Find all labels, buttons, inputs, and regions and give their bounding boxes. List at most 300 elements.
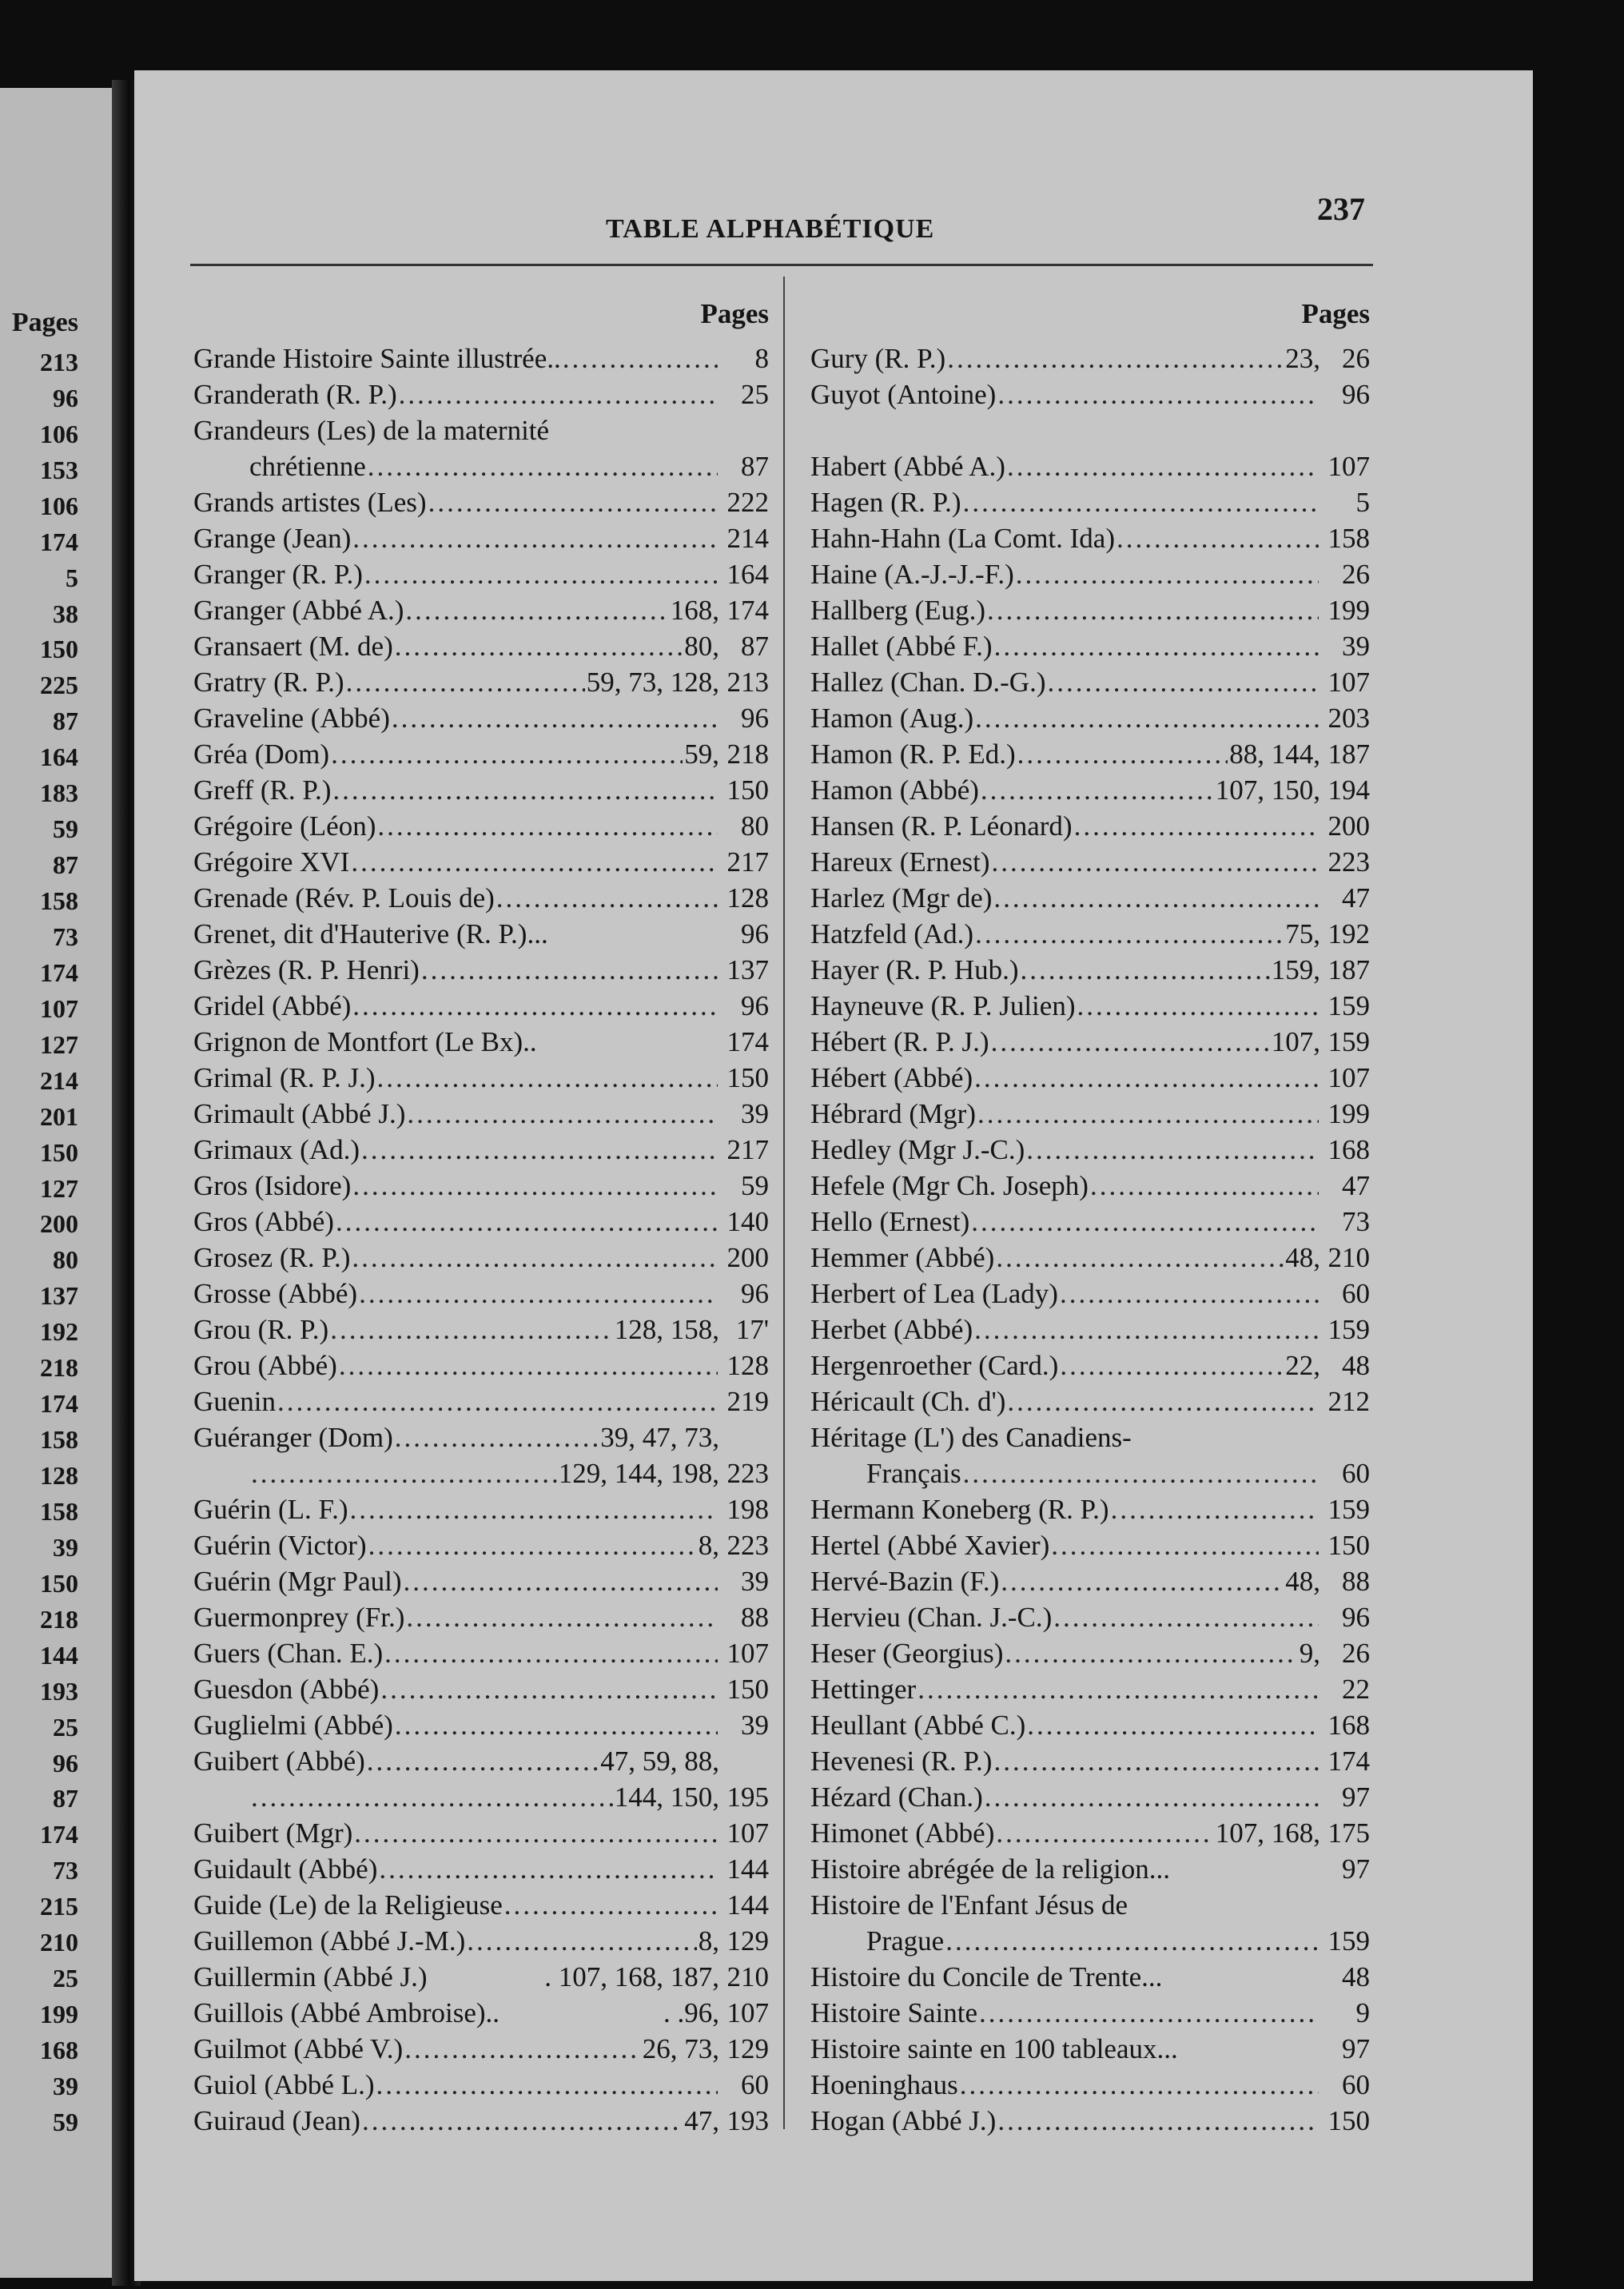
index-entry [810,988,1370,1024]
index-entry [810,1312,1370,1348]
previous-page-number: 96 [53,383,78,412]
index-entry [193,952,769,988]
entry-name: Hedley (Mgr J.-C.) [810,1134,1025,1165]
entry-name: chrétienne [249,451,366,482]
previous-page-number: 210 [40,1928,78,1957]
previous-page-number: 25 [53,1712,78,1742]
index-entry [193,520,769,556]
index-entry [810,1851,1370,1887]
entry-page-number: 199 [1327,595,1370,626]
index-entry [193,1959,769,1995]
entry-name: Grenade (Rév. P. Louis de) [193,882,495,914]
previous-page-number: 174 [40,1820,78,1849]
leader-dots [993,880,1319,916]
entry-page-number: 150 [726,1674,769,1705]
entry-page-number: 22 [1342,1674,1370,1705]
entry-name: Gros (Isidore) [193,1170,352,1201]
entry-name: Hayer (R. P. Hub.) [810,954,1019,985]
index-entry [193,1096,769,1132]
leader-dots [359,1276,718,1312]
previous-page-number: 137 [40,1281,78,1311]
entry-name: Hervieu (Chan. J.-C.) [810,1602,1053,1633]
entry-name: Histoire Sainte [810,1997,977,2028]
previous-page-number: 199 [40,2000,78,2029]
index-entry [810,1563,1370,1599]
index-entry [193,412,769,448]
entry-page-number: 210 [1327,1242,1370,1273]
entry-name: Guenin [193,1386,277,1417]
entry-extra-pages: 47, [684,2105,719,2136]
index-entry [810,808,1370,844]
leader-dots [979,1995,1319,2031]
entry-name: Héricault (Ch. d') [810,1386,1006,1417]
index-entry [810,2067,1370,2103]
index-entry [193,1527,769,1563]
leader-dots [993,1743,1319,1779]
index-entry [810,1671,1370,1707]
entry-name: Guidault (Abbé) [193,1853,378,1885]
entry-page-number: 26 [1342,1638,1370,1669]
leader-dots [963,484,1319,520]
entry-extra-pages: 8, [698,1925,719,1957]
leader-dots [971,1204,1319,1240]
entry-name: Harlez (Mgr de) [810,882,993,914]
index-entry [810,2031,1370,2067]
entry-page-number: 96 [741,918,769,949]
previous-page-number: 127 [40,1173,78,1203]
leader-dots [362,2103,683,2139]
index-entry [193,1276,769,1312]
entry-name: Grégoire XVI [193,846,350,878]
leader-dots [991,844,1319,880]
entry-extra-pages: 23, [1285,343,1320,374]
index-column-right [810,296,1370,2139]
entry-page-number: 97 [1342,1853,1370,1885]
leader-dots [428,484,718,520]
index-entry [810,1635,1370,1671]
index-entry [810,736,1370,772]
index-entry [193,592,769,628]
entry-name: Gréa (Dom) [193,738,330,770]
entry-name: Hayneuve (R. P. Julien) [810,990,1076,1021]
index-entry [810,1527,1370,1563]
entry-name: Hervé-Bazin (F.) [810,1566,1000,1597]
previous-page-number: 200 [40,1209,78,1239]
previous-page-number: 214 [40,1065,78,1095]
index-entry [810,592,1370,628]
index-entry [193,1240,769,1276]
index-entry [193,916,769,952]
entry-name: Habert (Abbé A.) [810,451,1005,482]
entry-name: Grande Histoire Sainte illustrée.. [193,343,561,374]
entry-page-number: 159 [1327,990,1370,1021]
entry-extra-pages: 48, [1285,1566,1320,1597]
entry-name: Hébrard (Mgr) [810,1098,976,1129]
entry-name: Heser (Georgius) [810,1638,1004,1669]
index-entry [193,1707,769,1743]
previous-page-number: 73 [53,1856,78,1885]
index-entry [193,664,769,700]
entry-name: Guillermin (Abbé J.) [193,1961,428,1992]
leader-dots [277,1383,718,1419]
index-entry [193,1851,769,1887]
entry-name: Hagen (R. P.) [810,487,961,518]
entry-name: Grosez (R. P.) [193,1242,351,1273]
entry-page-number: 192 [1327,918,1370,949]
entry-name: Histoire abrégée de la religion... [810,1853,1170,1885]
entry-name: Hézard (Chan.) [810,1781,983,1813]
index-entry [193,1923,769,1959]
leader-dots [395,628,683,664]
entry-name: Grenet, dit d'Hauterive (R. P.)... [193,918,548,949]
entry-extra-pages: 168, [670,595,719,626]
entry-page-number: 60 [741,2069,769,2100]
entry-name: Hamon (R. P. Ed.) [810,738,1016,770]
entry-extra-pages: 107, 168, [1215,1817,1320,1849]
previous-page-number: 150 [40,1137,78,1167]
entry-page-number: 39 [741,1566,769,1597]
previous-page-number: 73 [53,922,78,951]
previous-page-number: 59 [53,814,78,844]
entry-name: Hébert (Abbé) [810,1062,973,1093]
entry-name: Guilmot (Abbé V.) [193,2033,404,2064]
entry-name: Grands artistes (Les) [193,487,427,518]
entry-page-number: 39 [741,1098,769,1129]
leader-dots [975,700,1319,736]
previous-page-number: 144 [40,1640,78,1670]
entry-name: Heullant (Abbé C.) [810,1710,1026,1741]
index-entry [810,1815,1370,1851]
entry-name: Grosse (Abbé) [193,1278,358,1309]
previous-page-number: 106 [40,419,78,448]
leader-dots [1007,1383,1319,1419]
entry-page-number: 175 [1327,1817,1370,1849]
leader-dots [1005,1635,1297,1671]
previous-page-number: 107 [40,993,78,1023]
index-entry [810,1959,1370,1995]
entry-page-number: 168 [1327,1134,1370,1165]
entry-extra-pages: 107, 150, [1215,774,1320,806]
index-entry [810,1348,1370,1383]
leader-dots [1077,988,1319,1024]
leader-dots [960,2067,1319,2103]
leader-dots [368,448,718,484]
index-entry [193,1383,769,1419]
entry-page-number: 88 [741,1602,769,1633]
entry-page-number: 144 [726,1889,769,1921]
entry-page-number: 107 [726,1638,769,1669]
entry-page-number: 159 [1327,1494,1370,1525]
entry-extra-pages: 47, 59, 88, [600,1746,719,1777]
entry-name: Greff (R. P.) [193,774,332,806]
entry-page-number: 87 [741,451,769,482]
index-entry [193,772,769,808]
entry-name: Granger (Abbé A.) [193,595,404,626]
leader-dots [985,1779,1319,1815]
leader-dots [251,1779,613,1815]
entry-name: Grange (Jean) [193,523,352,554]
column-divider [783,277,785,2129]
entry-page-number: 60 [1342,1458,1370,1489]
index-entry [193,1995,769,2031]
previous-page-number: 225 [40,671,78,700]
leader-dots [379,1851,718,1887]
entry-name: Grignon de Montfort (Le Bx).. [193,1026,537,1057]
index-entry [810,1132,1370,1168]
leader-dots [974,1312,1319,1348]
previous-page-number: 87 [53,707,78,736]
previous-page-number: 96 [53,1748,78,1777]
leader-dots [991,1024,1270,1060]
index-entry [193,1599,769,1635]
leader-dots [975,916,1284,952]
leader-dots [1027,1707,1319,1743]
index-entry [193,1779,769,1815]
index-column-left [193,296,769,2139]
index-entry [193,1455,769,1491]
entry-extra-pages: . 107, 168, 187, [544,1961,719,1992]
entry-name: Héritage (L') des Canadiens- [810,1422,1132,1453]
previous-page-number: 183 [40,778,78,808]
leader-dots [977,1096,1319,1132]
entry-name: Guers (Chan. E.) [193,1638,384,1669]
index-entry [193,1204,769,1240]
index-entry [193,1671,769,1707]
leader-dots [1026,1132,1319,1168]
entry-name: Guiraud (Jean) [193,2105,360,2136]
index-entry [810,664,1370,700]
entry-page-number: 80 [741,810,769,842]
entry-extra-pages: . .96, [663,1997,719,2028]
index-entry [193,2067,769,2103]
entry-name: Hatzfeld (Ad.) [810,918,974,949]
entry-name: Hareux (Ernest) [810,846,990,878]
leader-dots [997,2103,1319,2139]
entry-page-number: 97 [1342,1781,1370,1813]
previous-page-number: 193 [40,1676,78,1706]
leader-dots [1017,736,1228,772]
entry-name: Hoeninghaus [810,2069,958,2100]
index-entry [193,1635,769,1671]
index-entry [810,916,1370,952]
index-entry [193,808,769,844]
entry-page-number: 9 [1355,1997,1370,2028]
index-entry [193,736,769,772]
leader-dots [367,1743,599,1779]
entry-name: Grimaux (Ad.) [193,1134,360,1165]
entry-name: Herbert of Lea (Lady) [810,1278,1058,1309]
entry-page-number: 96 [1342,1602,1370,1633]
entry-page-number: 137 [726,954,769,985]
entry-page-number: 128 [726,1350,769,1381]
index-entry [810,1779,1370,1815]
previous-page-number: 39 [53,1532,78,1562]
entry-page-number: 168 [1327,1710,1370,1741]
leader-dots [354,1815,718,1851]
entry-page-number: 195 [726,1781,769,1813]
entry-name: Guibert (Abbé) [193,1746,365,1777]
entry-name: Granger (R. P.) [193,559,363,590]
leader-dots [963,1455,1319,1491]
entry-name: Gratry (R. P.) [193,667,344,698]
entry-name: Guiol (Abbé L.) [193,2069,375,2100]
entry-name: Hogan (Abbé J.) [810,2105,997,2136]
entry-page-number: 174 [726,1026,769,1057]
leader-dots [331,736,683,772]
index-entry [810,1276,1370,1312]
leader-dots [376,2067,718,2103]
index-entry [810,1599,1370,1635]
leader-dots [996,1815,1213,1851]
previous-page-number: 128 [40,1461,78,1490]
index-entry [810,448,1370,484]
entry-name: Prague [866,1925,945,1957]
entry-page-number: 96 [741,1278,769,1309]
leader-dots [563,340,718,376]
entry-name: Guesdon (Abbé) [193,1674,380,1705]
entry-name: Hello (Ernest) [810,1206,970,1237]
entry-name: Guillois (Abbé Ambroise).. [193,1997,500,2028]
entry-page-number: 73 [1342,1206,1370,1237]
entry-extra-pages: 22, [1285,1350,1320,1381]
previous-page-number: 218 [40,1353,78,1383]
leader-dots [1016,556,1319,592]
leader-dots [1051,1527,1319,1563]
leader-dots [352,988,718,1024]
index-entry [193,1815,769,1851]
entry-extra-pages: 8, [698,1530,719,1561]
entry-name: Guglielmi (Abbé) [193,1710,393,1741]
entry-page-number: 198 [726,1494,769,1525]
index-entry [810,556,1370,592]
index-entry [810,1096,1370,1132]
leader-dots [1060,1348,1284,1383]
leader-dots [974,1060,1319,1096]
leader-dots [395,1419,599,1455]
entry-page-number: 194 [1327,774,1370,806]
previous-page-number: 39 [53,2071,78,2100]
index-entry [193,484,769,520]
previous-page-number: 158 [40,886,78,915]
leader-dots [981,772,1214,808]
entry-name: Hébert (R. P. J.) [810,1026,989,1057]
index-entry [193,2103,769,2139]
index-entry [193,1024,769,1060]
entry-page-number: 150 [1327,2105,1370,2136]
leader-dots [404,1563,718,1599]
leader-dots [421,952,718,988]
entry-page-number: 150 [726,1062,769,1093]
entry-page-number: 128 [726,882,769,914]
entry-page-number: 213 [726,667,769,698]
entry-name: Gridel (Abbé) [193,990,352,1021]
entry-name: Gros (Abbé) [193,1206,334,1237]
index-entry [193,376,769,412]
leader-dots [377,808,718,844]
entry-page-number: 48 [1342,1350,1370,1381]
entry-page-number: 222 [726,487,769,518]
entry-page-number: 223 [726,1458,769,1489]
entry-page-number: 218 [726,738,769,770]
entry-page-number: 212 [1327,1386,1370,1417]
index-entry [193,628,769,664]
previous-page-number: 201 [40,1101,78,1131]
leader-dots [392,700,718,736]
previous-page-number: 106 [40,491,78,520]
entry-name: Hettinger [810,1674,917,1705]
index-entry [193,1060,769,1096]
index-entry [193,988,769,1024]
leader-dots [395,1707,718,1743]
entry-page-number: 107 [1327,667,1370,698]
entry-extra-pages: 59, 73, 128, [586,667,719,698]
entry-name: Guérin (L. F.) [193,1494,348,1525]
entry-page-number: 39 [1342,631,1370,662]
entry-name: Guérin (Victor) [193,1530,367,1561]
leader-dots [945,1923,1319,1959]
entry-page-number: 25 [741,379,769,410]
entry-name: Guibert (Mgr) [193,1817,353,1849]
entry-page-number: 59 [741,1170,769,1201]
previous-page-number: 174 [40,527,78,556]
leader-dots [467,1923,697,1959]
entry-page-number: 193 [726,2105,769,2136]
entry-page-number: 203 [1327,703,1370,734]
entry-name: Grégoire (Léon) [193,810,376,842]
entry-extra-pages: 59, [684,738,719,770]
previous-page-number: 80 [53,1245,78,1275]
entry-page-number: 223 [1327,846,1370,878]
entry-page-number: 129 [726,2033,769,2064]
previous-page-number: 158 [40,1496,78,1526]
index-entry [193,1887,769,1923]
leader-dots [351,844,718,880]
index-entry [810,520,1370,556]
leader-dots [1060,1276,1319,1312]
leader-dots [350,1491,718,1527]
entry-page-number: 174 [1327,1746,1370,1777]
index-entry [810,772,1370,808]
index-entry [810,1419,1370,1455]
entry-page-number: 60 [1342,1278,1370,1309]
entry-name: Granderath (R. P.) [193,379,397,410]
index-entry [810,1024,1370,1060]
entry-extra-pages: 9, [1299,1638,1320,1669]
entry-page-number: 107 [1327,1062,1370,1093]
previous-page-number: 153 [40,455,78,484]
entry-name: Grimault (Abbé J.) [193,1098,406,1129]
index-entry [810,1204,1370,1240]
index-entry [810,1060,1370,1096]
leader-dots [1047,664,1319,700]
entry-name: Histoire du Concile de Trente... [810,1961,1163,1992]
entry-name: Hallet (Abbé F.) [810,631,993,662]
leader-dots [947,340,1284,376]
entry-name: Hamon (Abbé) [810,774,979,806]
index-entry [193,2031,769,2067]
entry-name: Hallberg (Eug.) [810,595,986,626]
entry-name: Grou (Abbé) [193,1350,337,1381]
entry-page-number: 223 [726,1530,769,1561]
entry-name: Guéranger (Dom) [193,1422,393,1453]
entry-page-number: 159 [1327,1314,1370,1345]
leader-dots [399,376,718,412]
entry-page-number: 47 [1342,882,1370,914]
entry-extra-pages: 159, [1271,954,1320,985]
leader-dots [336,1204,718,1240]
index-entry [810,1455,1370,1491]
index-entry [193,1312,769,1348]
